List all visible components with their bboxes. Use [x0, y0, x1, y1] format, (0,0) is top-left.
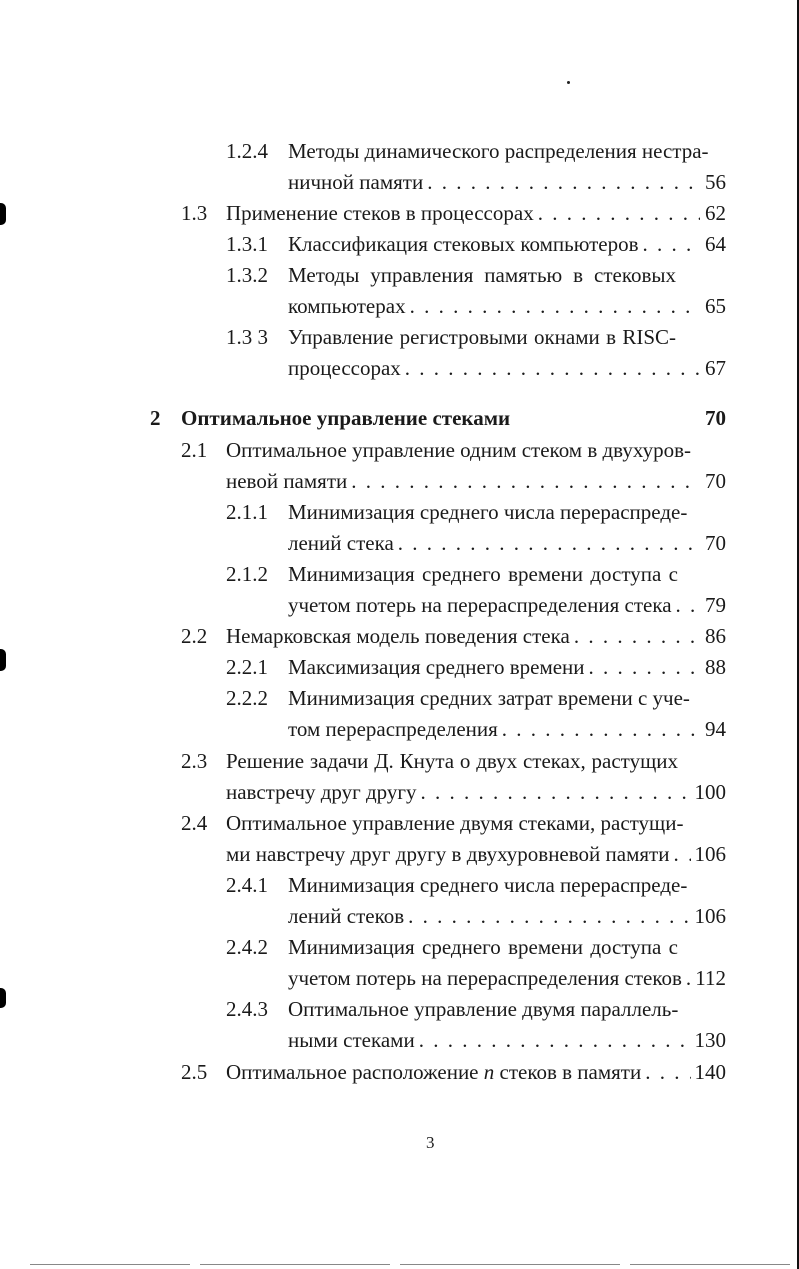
toc-number: 2.5 — [181, 1060, 208, 1084]
chapter-title[interactable]: Оптимальное управление стеками — [181, 406, 511, 430]
toc-title: Минимизация среднего времени доступа с — [288, 935, 678, 959]
math-variable: n — [483, 1060, 495, 1084]
toc-title: Оптимальное управление двумя параллель- — [288, 997, 679, 1021]
toc-title: Минимизация среднего числа перераспреде- — [288, 500, 688, 524]
toc-entry-line[interactable] — [288, 230, 726, 258]
toc-title: невой памяти — [226, 469, 348, 493]
chapter-page: 70 — [705, 406, 726, 430]
dot-leader — [643, 230, 700, 258]
toc-entry-line[interactable] — [288, 902, 726, 930]
toc-number: 2.1.1 — [226, 500, 268, 524]
toc-page: 86 — [705, 624, 726, 648]
toc-number: 2.4.3 — [226, 997, 268, 1021]
toc-page: 64 — [705, 232, 726, 256]
toc-title: лений стека — [288, 531, 394, 555]
toc-number: 2.2.2 — [226, 686, 268, 710]
toc-page: 140 — [694, 1060, 726, 1084]
chapter-number: 2 — [150, 406, 161, 430]
dot-leader — [589, 653, 700, 681]
dot-leader — [421, 778, 691, 806]
toc-entry-line[interactable] — [288, 292, 726, 320]
toc-entry-line[interactable] — [226, 840, 726, 868]
dot-leader — [410, 292, 700, 320]
toc-title: Применение стеков в процессорах — [226, 201, 534, 225]
toc-entry-line[interactable] — [288, 529, 726, 557]
dot-leader — [502, 715, 700, 743]
scan-artifact-line — [400, 1264, 620, 1265]
toc-entry-line[interactable] — [226, 622, 726, 650]
toc-title: Классификация стековых компьютеров — [288, 232, 639, 256]
toc-number: 2.2.1 — [226, 655, 268, 679]
dot-leader — [405, 354, 700, 382]
toc-page: 70 — [705, 531, 726, 555]
toc-entry-line[interactable] — [288, 591, 726, 619]
toc-entry-line[interactable] — [226, 1058, 726, 1086]
dot-leader — [427, 168, 700, 196]
toc-title: Минимизация среднего числа перераспреде- — [288, 873, 688, 897]
toc-number: 2.2 — [181, 624, 208, 648]
toc-title-part: Оптимальное расположение — [226, 1060, 479, 1084]
toc-entry-line[interactable] — [288, 653, 726, 681]
toc-entry-line[interactable] — [288, 964, 726, 992]
scan-artifact-line — [200, 1264, 390, 1265]
binding-hole-mark — [0, 649, 6, 671]
dot-leader — [351, 467, 700, 495]
dot-leader — [538, 199, 700, 227]
toc-page: 67 — [705, 356, 726, 380]
toc-entry-line[interactable] — [288, 168, 726, 196]
toc-title: навстречу друг другу — [226, 780, 417, 804]
toc-page: 130 — [694, 1028, 726, 1052]
toc-entry-line[interactable] — [288, 1026, 726, 1054]
toc-title-part: стеков в памяти — [499, 1060, 642, 1084]
toc-number: 2.4.1 — [226, 873, 268, 897]
dot-leader — [398, 529, 700, 557]
toc-title: учетом потерь на перераспределения стеков — [288, 966, 682, 990]
toc-page: 65 — [705, 294, 726, 318]
toc-number: 2.1 — [181, 438, 208, 462]
toc-title: ми навстречу друг другу в двухуровневой памяти — [226, 842, 670, 866]
toc-number: 1.3.1 — [226, 232, 268, 256]
toc-page: 112 — [695, 966, 726, 990]
toc-page: 62 — [705, 201, 726, 225]
toc-title: Минимизация среднего времени доступа с — [288, 562, 678, 586]
toc-page: 79 — [705, 593, 726, 617]
dot-leader — [686, 964, 691, 992]
toc-title: Управление регистровыми окнами в RISC- — [288, 325, 676, 349]
toc-title: лений стеков — [288, 904, 405, 928]
toc-page: 100 — [694, 780, 726, 804]
page-number: 3 — [426, 1133, 435, 1152]
toc-number: 2.4 — [181, 811, 208, 835]
binding-hole-mark — [0, 988, 6, 1008]
toc-title: Методы динамического распределения нестра- — [288, 139, 709, 163]
toc-number: 2.4.2 — [226, 935, 268, 959]
toc-title: ничной памяти — [288, 170, 424, 194]
toc-number: 2.1.2 — [226, 562, 268, 586]
dot-leader — [419, 1026, 691, 1054]
scan-speck — [567, 81, 570, 84]
toc-number: 1.3.2 — [226, 263, 268, 287]
toc-page: 70 — [705, 469, 726, 493]
toc-entry-line[interactable] — [288, 715, 726, 743]
toc-title: ными стеками — [288, 1028, 415, 1052]
toc-number: 1.2.4 — [226, 139, 268, 163]
toc-number: 2.3 — [181, 749, 208, 773]
toc-title: Оптимальное управление двумя стеками, растущи- — [226, 811, 684, 835]
toc-entry-line[interactable] — [226, 467, 726, 495]
toc-title: процессорах — [288, 356, 401, 380]
toc-number: 1.3 — [181, 201, 208, 225]
toc-title: Максимизация среднего времени — [288, 655, 585, 679]
scan-artifact-line — [30, 1264, 190, 1265]
scan-artifact-line — [630, 1264, 790, 1265]
toc-number: 1.3 3 — [226, 325, 268, 349]
toc-title: том перераспределения — [288, 717, 498, 741]
dot-leader — [574, 622, 700, 650]
dot-leader — [676, 591, 700, 619]
toc-title: Методы управления памятью в стековых — [288, 263, 676, 287]
toc-page: 56 — [705, 170, 726, 194]
toc-entry-line[interactable] — [226, 199, 726, 227]
toc-title: Решение задачи Д. Кнута о двух стеках, растущих — [226, 749, 678, 773]
toc-title: Немарковская модель поведения стека — [226, 624, 570, 648]
toc-page: 106 — [694, 904, 726, 928]
toc-title: компьютерах — [288, 294, 406, 318]
toc-entry-line[interactable] — [288, 354, 726, 382]
toc-page: 106 — [694, 842, 726, 866]
toc-title: Оптимальное управление одним стеком в двухуров- — [226, 438, 691, 462]
toc-title — [226, 1058, 641, 1086]
toc-entry-line[interactable] — [226, 778, 726, 806]
dot-leader — [673, 840, 690, 868]
toc-page: 94 — [705, 717, 726, 741]
binding-hole-mark — [0, 203, 6, 225]
toc-title: учетом потерь на перераспределения стека — [288, 593, 672, 617]
dot-leader — [408, 902, 690, 930]
toc-page: 88 — [705, 655, 726, 679]
toc-title: Минимизация средних затрат времени с уче- — [288, 686, 690, 710]
dot-leader — [645, 1058, 690, 1086]
